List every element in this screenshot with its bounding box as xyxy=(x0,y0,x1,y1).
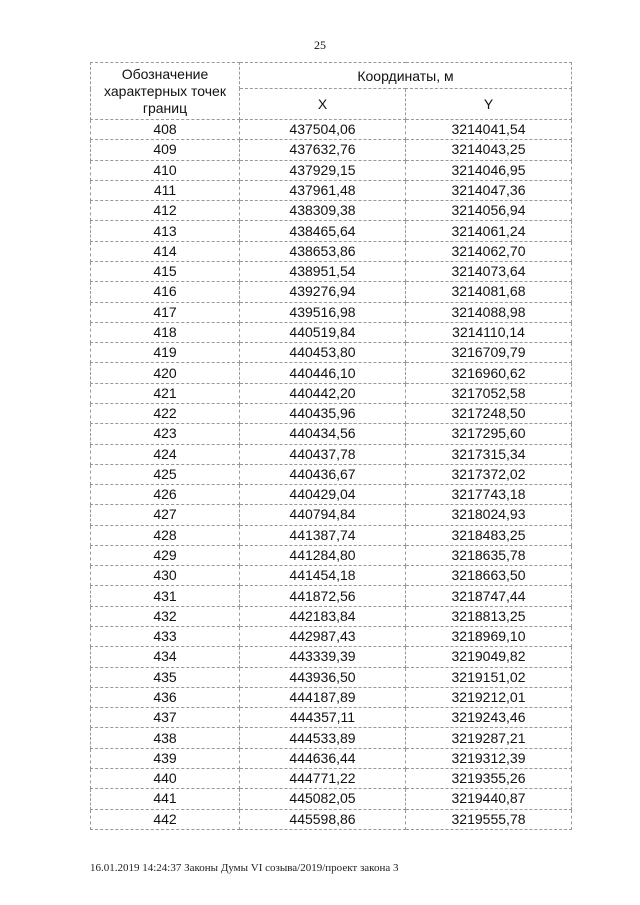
point-id-cell: 438 xyxy=(91,728,240,748)
table-row xyxy=(91,464,572,484)
table-row xyxy=(91,403,572,423)
table-body xyxy=(91,120,572,830)
y-coordinate-cell: 3219151,02 xyxy=(406,667,572,687)
table-row xyxy=(91,505,572,525)
point-id-cell: 428 xyxy=(91,525,240,545)
table-row xyxy=(91,120,572,140)
point-id-cell: 425 xyxy=(91,464,240,484)
table-row xyxy=(91,322,572,342)
y-coordinate-cell: 3219355,26 xyxy=(406,769,572,789)
x-coordinate-cell: 442987,43 xyxy=(240,627,406,647)
point-id-cell: 441 xyxy=(91,789,240,809)
x-coordinate-cell: 439276,94 xyxy=(240,282,406,302)
table-row xyxy=(91,627,572,647)
table-header xyxy=(91,63,572,120)
y-coordinate-cell: 3219212,01 xyxy=(406,687,572,707)
table-row xyxy=(91,140,572,160)
point-id-cell: 413 xyxy=(91,221,240,241)
point-id-cell: 427 xyxy=(91,505,240,525)
y-coordinate-cell: 3219555,78 xyxy=(406,809,572,829)
table-row xyxy=(91,201,572,221)
y-coordinate-cell: 3217295,60 xyxy=(406,424,572,444)
y-coordinate-cell: 3218635,78 xyxy=(406,545,572,565)
header-y: Y xyxy=(406,89,572,120)
point-id-cell: 416 xyxy=(91,282,240,302)
table-row xyxy=(91,241,572,261)
x-coordinate-cell: 441284,80 xyxy=(240,545,406,565)
point-id-cell: 410 xyxy=(91,160,240,180)
point-id-cell: 426 xyxy=(91,485,240,505)
point-id-cell: 434 xyxy=(91,647,240,667)
y-coordinate-cell: 3218813,25 xyxy=(406,606,572,626)
table-row xyxy=(91,424,572,444)
x-coordinate-cell: 437504,06 xyxy=(240,120,406,140)
x-coordinate-cell: 438653,86 xyxy=(240,241,406,261)
point-id-cell: 419 xyxy=(91,343,240,363)
y-coordinate-cell: 3218483,25 xyxy=(406,525,572,545)
y-coordinate-cell: 3218969,10 xyxy=(406,627,572,647)
x-coordinate-cell: 441387,74 xyxy=(240,525,406,545)
footer-text: 16.01.2019 14:24:37 Законы Думы VI созыва/2019/проект закона 3 xyxy=(90,862,399,874)
x-coordinate-cell: 440446,10 xyxy=(240,363,406,383)
x-coordinate-cell: 440794,84 xyxy=(240,505,406,525)
table-row xyxy=(91,282,572,302)
x-coordinate-cell: 441454,18 xyxy=(240,566,406,586)
y-coordinate-cell: 3214043,25 xyxy=(406,140,572,160)
table-row xyxy=(91,545,572,565)
x-coordinate-cell: 440436,67 xyxy=(240,464,406,484)
y-coordinate-cell: 3217372,02 xyxy=(406,464,572,484)
y-coordinate-cell: 3214047,36 xyxy=(406,180,572,200)
x-coordinate-cell: 440435,96 xyxy=(240,403,406,423)
x-coordinate-cell: 438309,38 xyxy=(240,201,406,221)
point-id-cell: 436 xyxy=(91,687,240,707)
y-coordinate-cell: 3216960,62 xyxy=(406,363,572,383)
point-id-cell: 408 xyxy=(91,120,240,140)
point-id-cell: 417 xyxy=(91,302,240,322)
point-id-cell: 442 xyxy=(91,809,240,829)
point-id-cell: 430 xyxy=(91,566,240,586)
y-coordinate-cell: 3216709,79 xyxy=(406,343,572,363)
x-coordinate-cell: 440437,78 xyxy=(240,444,406,464)
x-coordinate-cell: 442183,84 xyxy=(240,606,406,626)
header-x: X xyxy=(240,89,406,120)
y-coordinate-cell: 3217743,18 xyxy=(406,485,572,505)
y-coordinate-cell: 3214046,95 xyxy=(406,160,572,180)
y-coordinate-cell: 3214073,64 xyxy=(406,261,572,281)
point-id-cell: 420 xyxy=(91,363,240,383)
x-coordinate-cell: 437961,48 xyxy=(240,180,406,200)
table-row xyxy=(91,687,572,707)
x-coordinate-cell: 437632,76 xyxy=(240,140,406,160)
y-coordinate-cell: 3214110,14 xyxy=(406,322,572,342)
y-coordinate-cell: 3214061,24 xyxy=(406,221,572,241)
point-id-cell: 421 xyxy=(91,383,240,403)
point-id-cell: 414 xyxy=(91,241,240,261)
y-coordinate-cell: 3219312,39 xyxy=(406,748,572,768)
point-id-cell: 411 xyxy=(91,180,240,200)
y-coordinate-cell: 3219440,87 xyxy=(406,789,572,809)
table-row xyxy=(91,789,572,809)
point-id-cell: 435 xyxy=(91,667,240,687)
point-id-cell: 429 xyxy=(91,545,240,565)
point-id-cell: 412 xyxy=(91,201,240,221)
page-number: 25 xyxy=(314,38,326,52)
x-coordinate-cell: 438465,64 xyxy=(240,221,406,241)
point-id-cell: 432 xyxy=(91,606,240,626)
table-row xyxy=(91,647,572,667)
x-coordinate-cell: 444357,11 xyxy=(240,708,406,728)
table-row xyxy=(91,748,572,768)
y-coordinate-cell: 3219243,46 xyxy=(406,708,572,728)
table-row xyxy=(91,728,572,748)
point-id-cell: 422 xyxy=(91,403,240,423)
y-coordinate-cell: 3214088,98 xyxy=(406,302,572,322)
x-coordinate-cell: 440429,04 xyxy=(240,485,406,505)
table-row xyxy=(91,606,572,626)
x-coordinate-cell: 443339,39 xyxy=(240,647,406,667)
x-coordinate-cell: 440519,84 xyxy=(240,322,406,342)
point-id-cell: 424 xyxy=(91,444,240,464)
y-coordinate-cell: 3217248,50 xyxy=(406,403,572,423)
y-coordinate-cell: 3219049,82 xyxy=(406,647,572,667)
table-row xyxy=(91,667,572,687)
header-coordinates: Координаты, м xyxy=(240,63,572,89)
coordinates-table xyxy=(90,62,572,830)
point-id-cell: 437 xyxy=(91,708,240,728)
x-coordinate-cell: 444771,22 xyxy=(240,769,406,789)
y-coordinate-cell: 3214041,54 xyxy=(406,120,572,140)
y-coordinate-cell: 3217052,58 xyxy=(406,383,572,403)
x-coordinate-cell: 444187,89 xyxy=(240,687,406,707)
table-row xyxy=(91,261,572,281)
x-coordinate-cell: 445082,05 xyxy=(240,789,406,809)
table-row xyxy=(91,180,572,200)
x-coordinate-cell: 440434,56 xyxy=(240,424,406,444)
y-coordinate-cell: 3214081,68 xyxy=(406,282,572,302)
y-coordinate-cell: 3218747,44 xyxy=(406,586,572,606)
header-designation: Обозначение характерных точек границ xyxy=(91,63,240,120)
table-row xyxy=(91,566,572,586)
x-coordinate-cell: 443936,50 xyxy=(240,667,406,687)
x-coordinate-cell: 440453,80 xyxy=(240,343,406,363)
table-row xyxy=(91,160,572,180)
x-coordinate-cell: 444533,89 xyxy=(240,728,406,748)
y-coordinate-cell: 3214056,94 xyxy=(406,201,572,221)
table-row xyxy=(91,363,572,383)
x-coordinate-cell: 437929,15 xyxy=(240,160,406,180)
point-id-cell: 431 xyxy=(91,586,240,606)
x-coordinate-cell: 440442,20 xyxy=(240,383,406,403)
y-coordinate-cell: 3219287,21 xyxy=(406,728,572,748)
x-coordinate-cell: 438951,54 xyxy=(240,261,406,281)
point-id-cell: 423 xyxy=(91,424,240,444)
point-id-cell: 409 xyxy=(91,140,240,160)
table-row xyxy=(91,485,572,505)
table-row xyxy=(91,586,572,606)
point-id-cell: 440 xyxy=(91,769,240,789)
y-coordinate-cell: 3218663,50 xyxy=(406,566,572,586)
table-row xyxy=(91,769,572,789)
point-id-cell: 418 xyxy=(91,322,240,342)
table-row xyxy=(91,444,572,464)
x-coordinate-cell: 444636,44 xyxy=(240,748,406,768)
point-id-cell: 415 xyxy=(91,261,240,281)
y-coordinate-cell: 3217315,34 xyxy=(406,444,572,464)
table-row xyxy=(91,708,572,728)
y-coordinate-cell: 3218024,93 xyxy=(406,505,572,525)
point-id-cell: 433 xyxy=(91,627,240,647)
table-row xyxy=(91,525,572,545)
table-row xyxy=(91,302,572,322)
x-coordinate-cell: 441872,56 xyxy=(240,586,406,606)
table-row xyxy=(91,343,572,363)
x-coordinate-cell: 439516,98 xyxy=(240,302,406,322)
x-coordinate-cell: 445598,86 xyxy=(240,809,406,829)
table-row xyxy=(91,383,572,403)
table-row xyxy=(91,221,572,241)
point-id-cell: 439 xyxy=(91,748,240,768)
y-coordinate-cell: 3214062,70 xyxy=(406,241,572,261)
table-row xyxy=(91,809,572,829)
